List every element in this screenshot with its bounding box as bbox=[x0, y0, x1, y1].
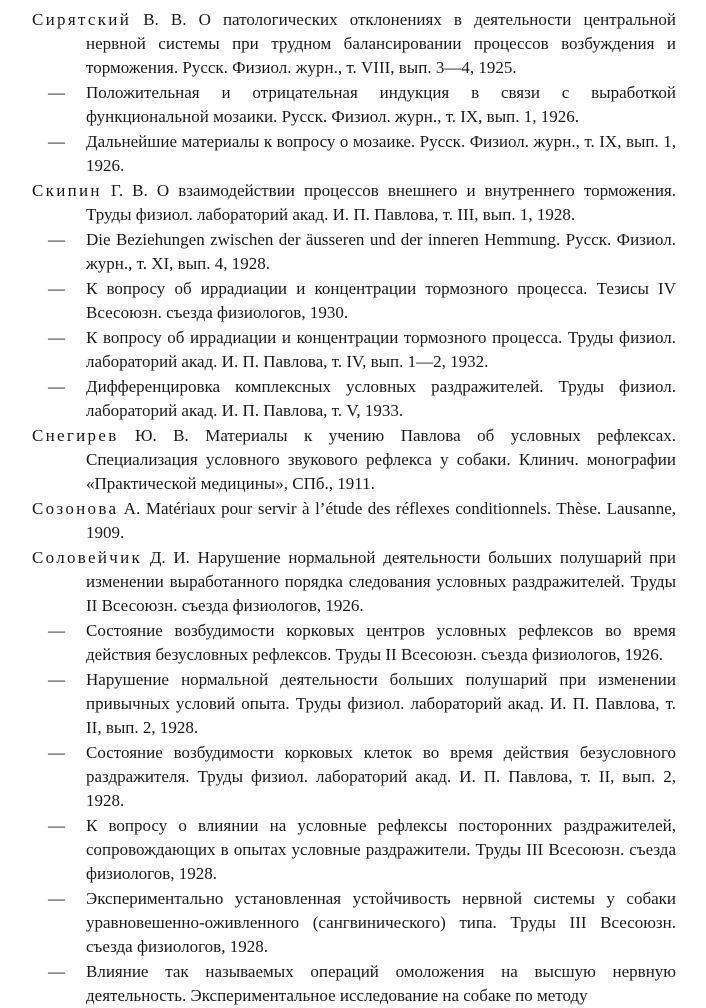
entry-text: К вопросу об иррадиации и концентрации тормозного процесса. Тезисы IV Всесоюзн. съезда физиологов, 1930. bbox=[86, 279, 676, 322]
dash-marker: — bbox=[48, 962, 65, 981]
bibliography-entry bbox=[0, 8, 676, 80]
dash-marker: — bbox=[48, 230, 65, 249]
author-name: Сирятский bbox=[32, 10, 132, 29]
entry-text: Состояние возбудимости корковых клеток во время действия безусловного раздражителя. Труды физиол. лабораторий акад. И. П. Павлова, т. II, вып. 2, 1928. bbox=[86, 743, 676, 810]
bibliography-subentry bbox=[0, 277, 676, 325]
bibliography-subentry bbox=[0, 81, 676, 129]
entry-text: Экспериментально установленная устойчивость нервной системы у собаки уравновешенно-оживленного (сангвинического) типа. Труды III Всесоюзн. съезда физиологов, 1928. bbox=[86, 889, 676, 956]
entry-text: Состояние возбудимости корковых центров условных рефлексов во время действия безусловных рефлексов. Труды II Всесоюзн. съезда физиологов, 1926. bbox=[86, 621, 676, 664]
dash-marker: — bbox=[48, 83, 65, 102]
author-name: Созонова bbox=[32, 499, 119, 518]
author-name: Скипин bbox=[32, 181, 102, 200]
bibliography-subentry bbox=[0, 741, 676, 813]
bibliography-subentry bbox=[0, 668, 676, 740]
entry-text: Нарушение нормальной деятельности больших полушарий при изменении привычных условий опыта. Труды физиол. лабораторий акад. И. П. Павлова, т. II, вып. 2, 1928. bbox=[86, 670, 676, 737]
entry-text: В. В. О патологических отклонениях в деятельности центральной нервной системы при трудном балансировании процессов возбуждения и торможения. Русск. Физиол. журн., т. VIII, вып. 3—4, 1925. bbox=[86, 10, 676, 77]
dash-marker: — bbox=[48, 132, 65, 151]
dash-marker: — bbox=[48, 377, 65, 396]
entry-text: К вопросу о влиянии на условные рефлексы посторонних раздражителей, сопровождающих в опытах условные раздражители. Труды III Всесоюзн. съезда физиологов, 1928. bbox=[86, 816, 676, 883]
bibliography-subentry bbox=[0, 814, 676, 886]
entry-text: Г. В. О взаимодействии процессов внешнего и внутреннего торможения. Труды физиол. лабораторий акад. И. П. Павлова, т. III, вып. 1, 1928. bbox=[86, 181, 676, 224]
bibliography-subentry bbox=[0, 960, 676, 1008]
bibliography-subentry bbox=[0, 326, 676, 374]
bibliography-subentry bbox=[0, 130, 676, 178]
entry-text: Die Beziehungen zwischen der äusseren und der inneren Hemmung. Русск. Физиол. журн., т. XI, вып. 4, 1928. bbox=[86, 230, 676, 273]
entry-text: Положительная и отрицательная индукция в связи с выработкой функциональной мозаики. Русск. Физиол. журн., т. IX, вып. 1, 1926. bbox=[86, 83, 676, 126]
author-name: Соловейчик bbox=[32, 548, 143, 567]
dash-marker: — bbox=[48, 743, 65, 762]
bibliography-entry bbox=[0, 546, 676, 618]
entry-text: А. Matériaux pour servir à l’étude des réflexes conditionnels. Thèse. Lausanne, 1909. bbox=[86, 499, 676, 542]
entry-text: К вопросу об иррадиации и концентрации тормозного процесса. Труды физиол. лабораторий акад. И. П. Павлова, т. IV, вып. 1—2, 1932. bbox=[86, 328, 676, 371]
entry-text: Дальнейшие материалы к вопросу о мозаике. Русск. Физиол. журн., т. IX, вып. 1, 1926. bbox=[86, 132, 676, 175]
dash-marker: — bbox=[48, 279, 65, 298]
bibliography-entry bbox=[0, 497, 676, 545]
author-name: Снегирев bbox=[32, 426, 119, 445]
bibliography-subentry bbox=[0, 887, 676, 959]
dash-marker: — bbox=[48, 621, 65, 640]
entry-text: Д. И. Нарушение нормальной деятельности больших полушарий при изменении выработанного порядка следования условных раздражителей. Труды II Всесоюзн. съезда физиологов, 1926. bbox=[86, 548, 676, 615]
dash-marker: — bbox=[48, 670, 65, 689]
dash-marker: — bbox=[48, 328, 65, 347]
bibliography-subentry bbox=[0, 375, 676, 423]
entry-text: Дифференцировка комплексных условных раздражителей. Труды физиол. лабораторий акад. И. П. Павлова, т. V, 1933. bbox=[86, 377, 676, 420]
entry-text: Влияние так называемых операций омоложения на высшую нервную деятельность. Экспериментальное исследование на собаке по методу bbox=[86, 962, 676, 1005]
bibliography-entry bbox=[0, 424, 676, 496]
dash-marker: — bbox=[48, 816, 65, 835]
bibliography-entry bbox=[0, 179, 676, 227]
dash-marker: — bbox=[48, 889, 65, 908]
bibliography-subentry bbox=[0, 228, 676, 276]
bibliography-subentry bbox=[0, 619, 676, 667]
entry-text: Ю. В. Материалы к учению Павлова об условных рефлексах. Специализация условного звукового рефлекса у собаки. Клинич. монографии «Практической медицины», СПб., 1911. bbox=[86, 426, 676, 493]
